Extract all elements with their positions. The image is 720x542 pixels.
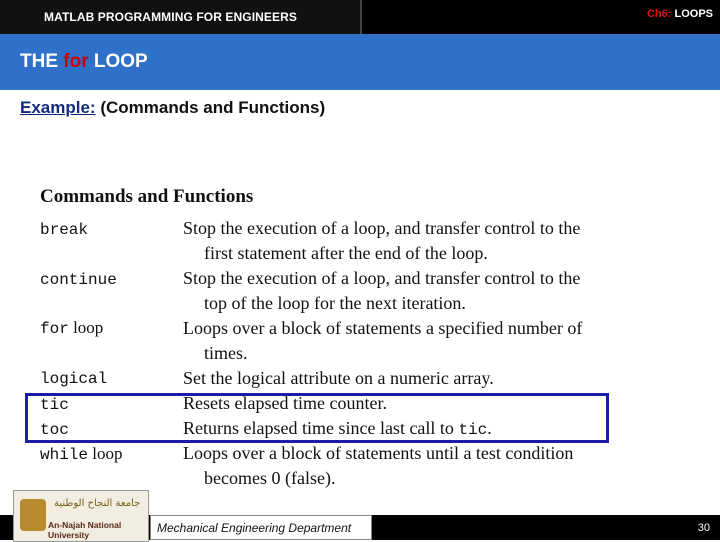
command-name: for: [40, 320, 69, 338]
command-name: break: [40, 221, 89, 239]
description-line: top of the loop for the next iteration.: [204, 293, 466, 313]
chapter-number: Ch6:: [646, 8, 672, 20]
chapter-label: [647, 8, 713, 20]
footer-bar: [0, 498, 720, 540]
description-line: becomes 0 (false).: [204, 468, 336, 488]
command-break: [40, 219, 88, 239]
command-name: continue: [40, 271, 117, 289]
title-prefix: THE: [20, 51, 58, 72]
description-break: [183, 216, 663, 266]
description-end: .: [487, 418, 492, 438]
command-while-loop: [40, 444, 123, 464]
description-for-loop: [183, 316, 663, 366]
description-logical: [183, 366, 663, 391]
command-logical: [40, 368, 107, 388]
logo-english-text: An-Najah National University: [48, 520, 122, 540]
command-continue: [40, 269, 117, 289]
example-label: Example:: [20, 98, 96, 117]
description-line: Returns elapsed time since last call to: [183, 418, 454, 438]
command-suffix: loop: [88, 444, 123, 463]
title-keyword: for: [63, 51, 89, 72]
command-name: logical: [40, 370, 108, 388]
description-line: Loops over a block of statements until a test condition: [183, 443, 574, 463]
inline-code: tic: [458, 421, 488, 439]
logo-arabic-text: جامعة النجاح الوطنية: [54, 498, 141, 509]
header-divider: [360, 0, 362, 34]
description-line: times.: [204, 343, 248, 363]
slide-title: [20, 51, 148, 73]
command-for-loop: [40, 318, 103, 338]
command-suffix: loop: [68, 318, 104, 337]
university-seal-icon: [20, 499, 46, 531]
description-while-loop: [183, 441, 663, 491]
course-banner: [0, 0, 360, 34]
department-name: Mechanical Engineering Department: [157, 521, 352, 535]
chapter-title: LOOPS: [674, 8, 713, 20]
title-band: [0, 34, 720, 90]
description-continue: [183, 266, 663, 316]
university-logo: [13, 490, 149, 542]
description-line: Resets elapsed time counter.: [183, 393, 387, 413]
top-bar: [0, 0, 720, 34]
title-suffix: LOOP: [93, 51, 148, 72]
highlight-box: [25, 393, 609, 443]
description-line: Loops over a block of statements a specified number of: [183, 318, 583, 338]
table-heading: Commands and Functions: [40, 186, 254, 207]
example-text: (Commands and Functions): [100, 98, 326, 117]
course-title: MATLAB PROGRAMMING FOR ENGINEERS: [44, 10, 297, 24]
command-name: toc: [40, 421, 69, 439]
description-line: first statement after the end of the loop.: [204, 243, 488, 263]
page-number: 30: [697, 522, 710, 534]
description-line: Stop the execution of a loop, and transfer control to the: [183, 218, 581, 238]
description-line: Stop the execution of a loop, and transfer control to the: [183, 268, 581, 288]
example-line: [20, 98, 325, 118]
description-line: Set the logical attribute on a numeric array.: [183, 368, 494, 388]
command-name: while: [40, 446, 89, 464]
command-name: tic: [40, 396, 69, 414]
